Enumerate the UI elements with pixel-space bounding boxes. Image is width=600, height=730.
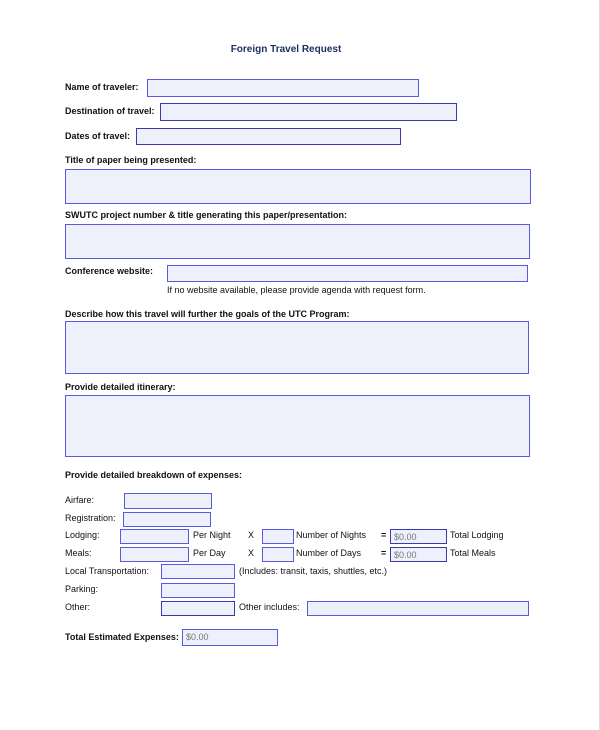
paper-title-label: Title of paper being presented: (65, 155, 197, 165)
parking-input[interactable] (161, 583, 235, 598)
total-lodging-label: Total Lodging (450, 530, 504, 540)
meals-label: Meals: (65, 548, 92, 558)
website-input[interactable] (167, 265, 528, 282)
total-lodging-field[interactable]: $0.00 (390, 529, 447, 544)
destination-input[interactable] (160, 103, 457, 121)
times-sign: X (248, 548, 255, 558)
times-sign: X (248, 530, 255, 540)
days-label: Number of Days (296, 548, 362, 558)
other-includes-input[interactable] (307, 601, 529, 616)
swutc-label: SWUTC project number & title generating this paper/presentation: (65, 210, 348, 220)
local-transport-label: Local Transportation: (65, 566, 150, 576)
goals-label: Describe how this travel will further the goals of the UTC Program: (65, 309, 350, 319)
website-note: If no website available, please provide agenda with request form. (167, 285, 426, 295)
airfare-input[interactable] (124, 493, 212, 509)
nights-label: Number of Nights (296, 530, 367, 540)
total-expenses-label: Total Estimated Expenses: (65, 632, 179, 642)
form-title: Foreign Travel Request (230, 44, 342, 55)
lodging-rate-input[interactable] (120, 529, 189, 544)
parking-label: Parking: (65, 584, 99, 594)
airfare-label: Airfare: (65, 495, 95, 505)
website-label: Conference website: (65, 266, 154, 276)
itinerary-label: Provide detailed itinerary: (65, 382, 176, 392)
itinerary-textarea[interactable] (65, 395, 530, 457)
other-label: Other: (65, 602, 91, 612)
total-meals-field[interactable]: $0.00 (390, 547, 447, 562)
days-input[interactable] (262, 547, 294, 562)
dates-label: Dates of travel: (65, 131, 131, 141)
equals-sign: = (381, 530, 387, 540)
registration-label: Registration: (65, 513, 116, 523)
swutc-textarea[interactable] (65, 224, 530, 259)
goals-textarea[interactable] (65, 321, 529, 374)
name-label: Name of traveler: (65, 82, 139, 92)
lodging-label: Lodging: (65, 530, 100, 540)
per-night-label: Per Night (193, 530, 231, 540)
local-transport-input[interactable] (161, 564, 235, 579)
equals-sign: = (381, 548, 387, 558)
name-input[interactable] (147, 79, 419, 97)
meals-rate-input[interactable] (120, 547, 189, 562)
total-meals-label: Total Meals (450, 548, 496, 558)
paper-title-textarea[interactable] (65, 169, 531, 204)
expenses-heading: Provide detailed breakdown of expenses: (65, 470, 243, 480)
other-includes-label: Other includes: (239, 602, 300, 612)
total-expenses-field[interactable]: $0.00 (182, 629, 278, 646)
per-day-label: Per Day (193, 548, 226, 558)
local-transport-note: (Includes: transit, taxis, shuttles, etc.) (239, 566, 388, 576)
other-input[interactable] (161, 601, 235, 616)
destination-label: Destination of travel: (65, 106, 155, 116)
registration-input[interactable] (123, 512, 211, 527)
nights-input[interactable] (262, 529, 294, 544)
dates-input[interactable] (136, 128, 401, 145)
